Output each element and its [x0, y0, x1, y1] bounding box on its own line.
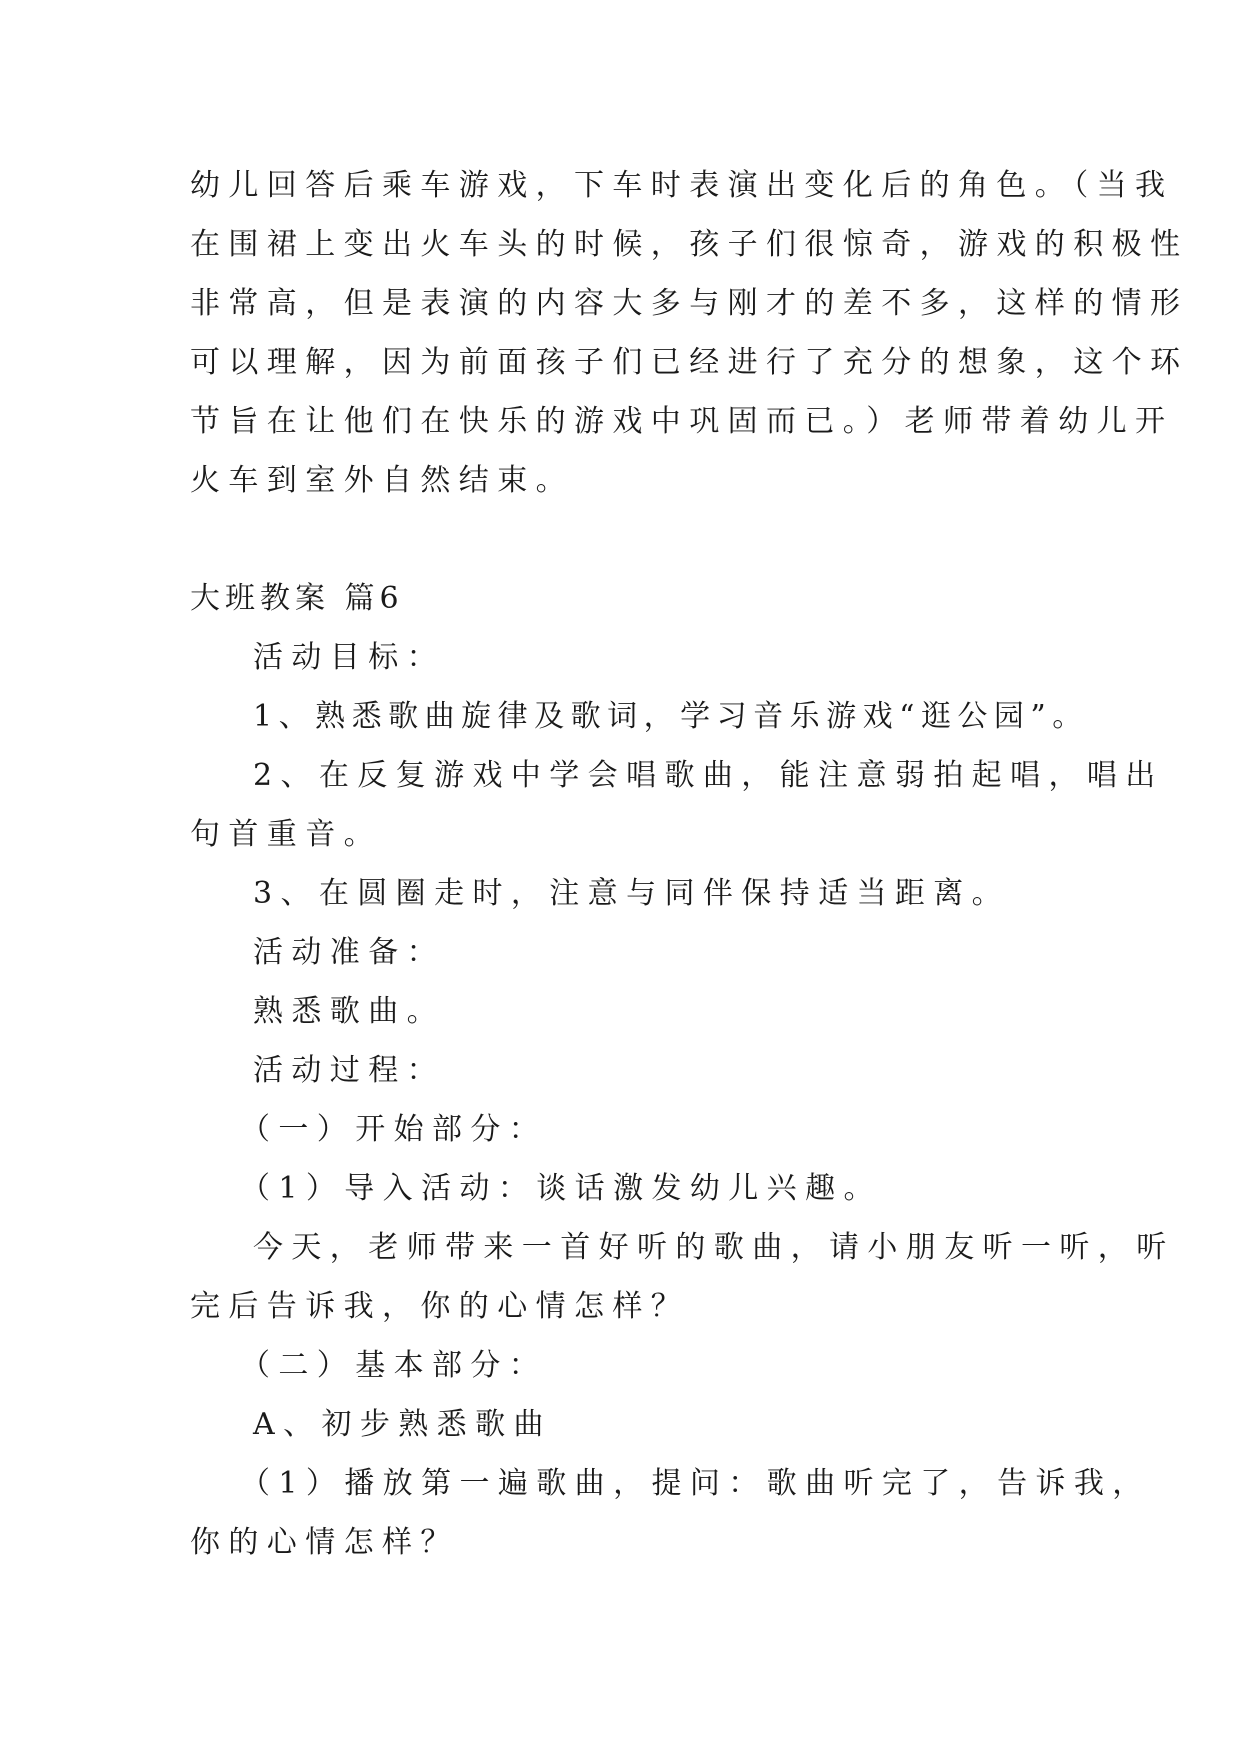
goal-item: 2、在反复游戏中学会唱歌曲，能注意弱拍起唱，唱出 [253, 758, 1164, 793]
paragraph-line: 可以理解，因为前面孩子们已经进行了充分的想象，这个环 [190, 345, 1189, 380]
part-heading: （二）基本部分： [240, 1348, 548, 1383]
goal-heading: 活动目标： [253, 640, 445, 675]
paragraph-line: 幼儿回答后乘车游戏，下车时表演出变化后的角色。（当我 [190, 168, 1174, 203]
prep-heading: 活动准备： [253, 935, 445, 970]
part-item: （1）播放第一遍歌曲，提问：歌曲听完了，告诉我， [240, 1466, 1151, 1501]
goal-item: 3、在圆圈走时，注意与同伴保持适当距离。 [253, 876, 1011, 911]
paragraph-line: 在围裙上变出火车头的时候，孩子们很惊奇，游戏的积极性 [190, 227, 1189, 262]
part-item: A、初步熟悉歌曲 [253, 1407, 552, 1442]
paragraph-line: 火车到室外自然结束。 [190, 463, 574, 498]
paragraph-line: 你的心情怎样？ [190, 1525, 459, 1560]
paragraph-line: 今天，老师带来一首好听的歌曲，请小朋友听一听，听 [253, 1230, 1175, 1265]
goal-item: 1、熟悉歌曲旋律及歌词，学习音乐游戏“逛公园”。 [253, 699, 1089, 734]
part-item: （1）导入活动：谈话激发幼儿兴趣。 [240, 1171, 882, 1206]
document-page [190, 156, 1189, 1572]
part-heading: （一）开始部分： [240, 1112, 548, 1147]
section-title: 大班教案 篇6 [190, 581, 404, 616]
paragraph-line: 节旨在让他们在快乐的游戏中巩固而已。）老师带着幼儿开 [190, 404, 1174, 439]
spacer [190, 510, 1060, 569]
goal-item-continuation: 句首重音。 [190, 817, 382, 852]
paragraph-line: 非常高，但是表演的内容大多与刚才的差不多，这样的情形 [190, 286, 1189, 321]
process-heading: 活动过程： [253, 1053, 445, 1088]
paragraph-line: 完后告诉我，你的心情怎样？ [190, 1289, 690, 1324]
prep-item: 熟悉歌曲。 [253, 994, 445, 1029]
